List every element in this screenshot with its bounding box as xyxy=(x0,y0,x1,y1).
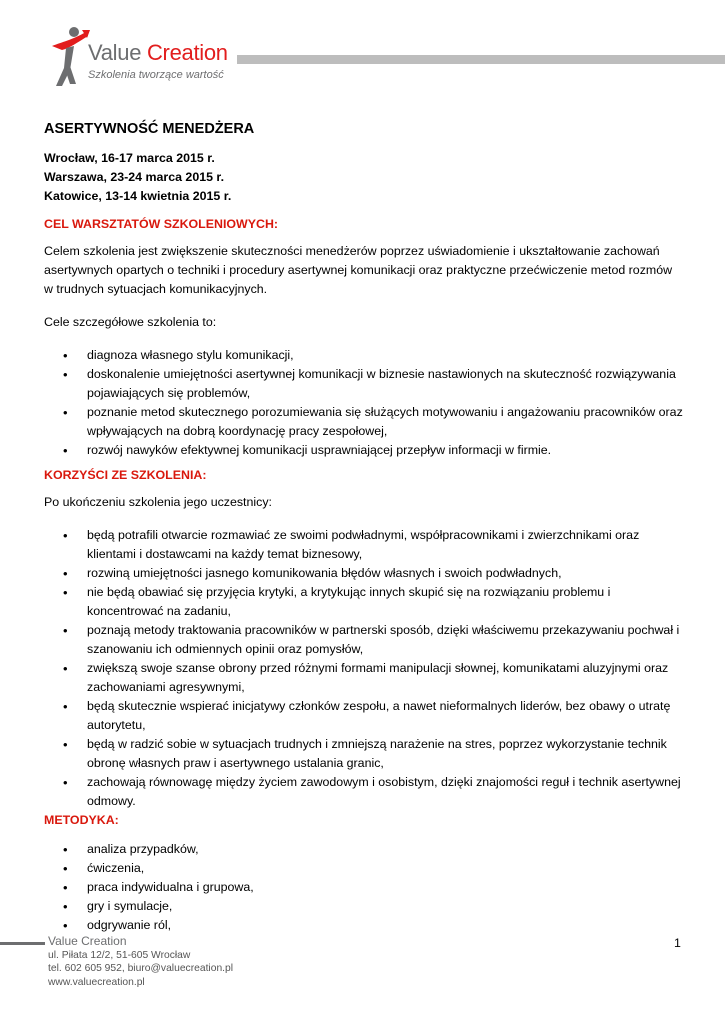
list-item: • rozwiną umiejętności jasnego komunikowania błędów własnych i swoich podwładnych, xyxy=(44,564,684,583)
person-logo-icon xyxy=(48,26,92,90)
company-logo xyxy=(48,26,248,90)
list-item: • rozwój nawyków efektywnej komunikacji usprawniającej przepływ informacji w firmie. xyxy=(44,441,684,460)
list-item: • ćwiczenia, xyxy=(44,859,684,878)
list-item: • analiza przypadków, xyxy=(44,840,684,859)
list-item: • będą w radzić sobie w sytuacjach trudnych i zmniejszą narażenie na stres, poprzez wykorzystanie technik obronę własnych praw i asertywnego ustalania granic, xyxy=(44,735,684,773)
header-divider-bar xyxy=(237,55,725,64)
footer-accent-line xyxy=(0,942,45,945)
list-item: • będą skutecznie wspierać inicjatywy członków zespołu, a nawet nieformalnych liderów, bez obawy o utratę autorytetu, xyxy=(44,697,684,735)
list-item: • zachowają równowagę między życiem zawodowym i osobistym, dzięki znajomości reguł i technik asertywnej odmowy. xyxy=(44,773,684,811)
list-item: • doskonalenie umiejętności asertywnej komunikacji w biznesie nastawionych na skuteczność rozwiązywania pojawiających się problemów, xyxy=(44,365,684,403)
date-line: Wrocław, 16-17 marca 2015 r. xyxy=(44,151,215,165)
date-list xyxy=(44,149,684,206)
date-line: Warszawa, 23-24 marca 2015 r. xyxy=(44,170,225,184)
footer-company: Value Creation xyxy=(48,934,127,948)
methods-list xyxy=(44,840,684,935)
list-item: • gry i symulacje, xyxy=(44,897,684,916)
logo-tagline: Szkolenia tworzące wartość xyxy=(88,69,224,81)
footer-address: ul. Piłata 12/2, 51-605 Wrocław xyxy=(48,949,191,961)
footer-website: www.valuecreation.pl xyxy=(48,976,145,988)
list-item: • zwiększą swoje szanse obrony przed różnymi formami manipulacji słownej, komunikatami aluzyjnymi oraz zachowaniami agresywnymi, xyxy=(44,659,684,697)
page-number: 1 xyxy=(674,936,681,950)
list-item: • diagnoza własnego stylu komunikacji, xyxy=(44,346,684,365)
logo-wordmark: Value Creation xyxy=(88,40,228,65)
footer-contact xyxy=(48,935,233,989)
list-item: • nie będą obawiać się przyjęcia krytyki, a krytykując innych skupić się na rozwiązaniu problemu i koncentrować na zadaniu, xyxy=(44,583,684,621)
intro-paragraph: Celem szkolenia jest zwiększenie skuteczności menedżerów poprzez uświadomienie i ukształtowanie zachowań asertywnych opartych o techniki i procedury asertywnej komunikacji oraz praktyczne przećwiczenie metod rozmów w trudnych sytuacjach komunikacyjnych. xyxy=(44,244,673,296)
list-item: • poznanie metod skutecznego porozumiewania się służących motywowaniu i angażowaniu pracowników oraz wpływających na dobrą koordynację pracy zespołowej, xyxy=(44,403,684,441)
list-item: • poznają metody traktowania pracowników w partnerski sposób, dzięki właściwemu przekazywaniu pochwał i szanowaniu ich odmiennych opinii oraz pomysłów, xyxy=(44,621,684,659)
document-title: ASERTYWNOŚĆ MENEDŻERA xyxy=(44,121,255,137)
goals-lead: Cele szczegółowe szkolenia to: xyxy=(44,315,217,329)
list-item: • odgrywanie ról, xyxy=(44,916,684,935)
document-body xyxy=(44,120,684,935)
section-heading-benefits: KORZYŚCI ZE SZKOLENIA: xyxy=(44,468,207,482)
section-heading-methods: METODYKA: xyxy=(44,813,119,827)
list-item: • praca indywidualna i grupowa, xyxy=(44,878,684,897)
footer-contact-line: tel. 602 605 952, biuro@valuecreation.pl xyxy=(48,963,234,974)
benefits-list xyxy=(44,526,684,811)
benefits-lead: Po ukończeniu szkolenia jego uczestnicy: xyxy=(44,495,272,509)
goals-list xyxy=(44,346,684,460)
section-heading-goals: CEL WARSZTATÓW SZKOLENIOWYCH: xyxy=(44,217,279,231)
date-line: Katowice, 13-14 kwietnia 2015 r. xyxy=(44,189,232,203)
list-item: • będą potrafili otwarcie rozmawiać ze swoimi podwładnymi, współpracownikami i zwierzchnikami oraz klientami i dostawcami na każdy temat biznesowy, xyxy=(44,526,684,564)
